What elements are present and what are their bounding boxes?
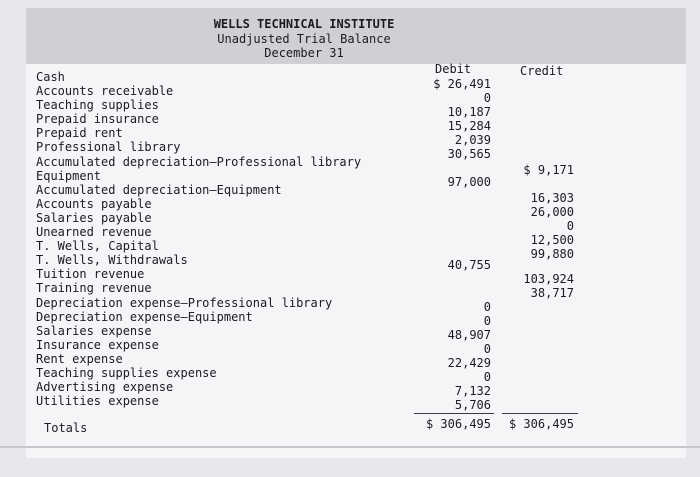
account-row: T. Wells, Capital xyxy=(36,239,159,254)
debit-amount: 40,755 xyxy=(447,258,491,272)
debit-amount: 10,187 xyxy=(447,105,491,119)
trial-balance-sheet xyxy=(26,8,686,458)
debit-amount: 22,429 xyxy=(447,356,491,370)
account-row: Equipment xyxy=(36,168,102,183)
credit-amount: 99,880 xyxy=(530,247,574,261)
account-row: Salaries expense xyxy=(36,323,152,338)
credit-amount: 26,000 xyxy=(530,205,574,219)
debit-amount: 0 xyxy=(483,300,491,314)
account-row: Unearned revenue xyxy=(36,225,152,240)
account-row: T. Wells, Withdrawals xyxy=(36,253,188,268)
account-row: Teaching supplies expense xyxy=(36,365,217,380)
account-row: Depreciation expense—Equipment xyxy=(36,309,253,324)
account-row: Accumulated depreciation—Equipment xyxy=(36,182,282,197)
credit-total-rule xyxy=(502,413,578,414)
debit-amount: $ 26,491 xyxy=(433,77,491,91)
debit-amount: 0 xyxy=(483,370,491,384)
debit-amount: 7,132 xyxy=(454,384,491,398)
account-row: Utilities expense xyxy=(36,394,159,409)
report-title-block xyxy=(174,17,434,61)
debit-amount: 30,565 xyxy=(447,147,491,161)
account-row: Tuition revenue xyxy=(36,267,145,282)
totals-label: Totals xyxy=(44,421,88,435)
debit-amount: 0 xyxy=(483,342,491,356)
account-row: Accounts payable xyxy=(36,196,152,211)
credit-total: $ 306,495 xyxy=(508,417,574,431)
debit-amount: 5,706 xyxy=(454,398,491,412)
credit-amount: $ 9,171 xyxy=(523,163,574,177)
credit-column-header: Credit xyxy=(520,64,564,78)
credit-amount: 0 xyxy=(566,219,574,233)
account-row: Teaching supplies xyxy=(36,98,159,113)
debit-amount: 2,039 xyxy=(454,133,491,147)
debit-amount: 15,284 xyxy=(447,119,491,133)
account-row: Advertising expense xyxy=(36,380,174,395)
credit-amount: 103,924 xyxy=(523,272,574,286)
account-row: Depreciation expense—Professional library xyxy=(36,295,333,310)
account-row: Training revenue xyxy=(36,281,152,296)
report-name: Unadjusted Trial Balance xyxy=(217,31,391,46)
account-row: Professional library xyxy=(36,140,181,155)
account-row: Salaries payable xyxy=(36,210,152,225)
account-row: Prepaid insurance xyxy=(36,112,159,127)
debit-column-header: Debit xyxy=(435,62,472,76)
credit-amount: 38,717 xyxy=(530,286,574,300)
account-row: Insurance expense xyxy=(36,337,159,352)
debit-amount: 0 xyxy=(483,314,491,328)
account-row: Prepaid rent xyxy=(36,126,123,141)
report-date: December 31 xyxy=(264,46,344,60)
account-list xyxy=(36,70,362,435)
credit-amount: 12,500 xyxy=(530,233,574,247)
account-row: Cash xyxy=(36,70,65,84)
account-row: Accumulated depreciation—Professional library xyxy=(36,154,362,169)
debit-amount: 0 xyxy=(483,91,491,105)
debit-total: $ 306,495 xyxy=(425,417,491,431)
account-row: Accounts receivable xyxy=(36,84,174,99)
institution-name: WELLS TECHNICAL INSTITUTE xyxy=(213,17,395,31)
account-row: Rent expense xyxy=(36,351,123,366)
debit-amount: 48,907 xyxy=(447,328,491,342)
debit-amount: 97,000 xyxy=(447,175,491,189)
credit-amount: 16,303 xyxy=(530,191,574,205)
debit-total-rule xyxy=(414,413,494,414)
bottom-divider xyxy=(0,446,700,448)
